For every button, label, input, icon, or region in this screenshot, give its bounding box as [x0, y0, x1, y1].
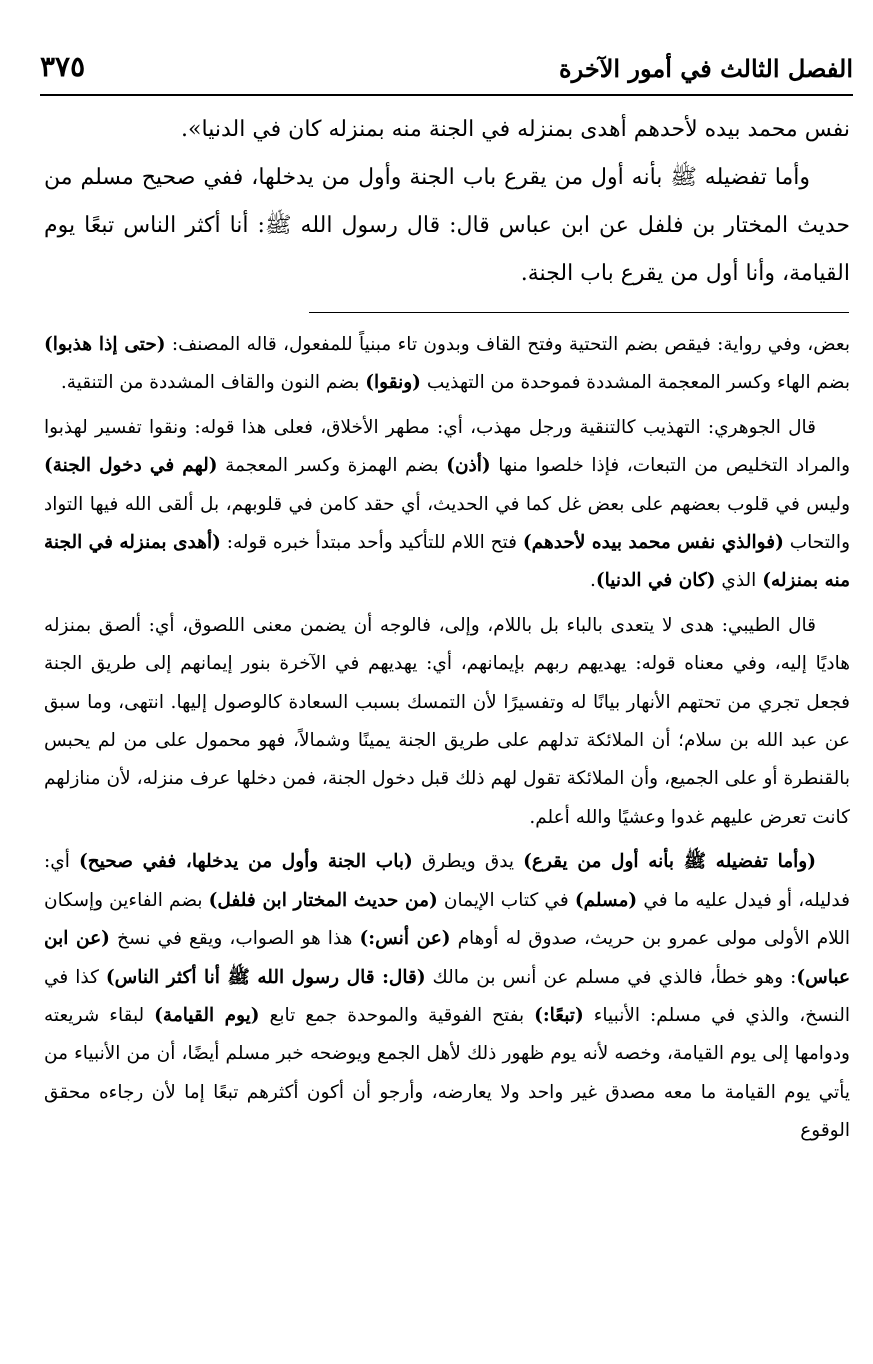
commentary-paragraph	[44, 326, 850, 403]
commentary-text: لبقاء شريعته ودوامها إلى يوم القيامة، وخصه لأنه يوم ظهور ذلك لأهل الجمع ويوضحه خبر مسلم أيضًا، أن من الأنبياء من يأتي يوم القيامة ما معه مصدق غير واحد ولا يعارضه، وأرجو أن أكون أكثرهم تبعًا إما لأن رجاءه محقق الوقوع	[44, 1004, 850, 1142]
main-text	[44, 106, 850, 298]
page-number: ٣٧٥	[40, 50, 86, 83]
commentary-paragraph	[44, 409, 850, 601]
commentary-text: بضم الهمزة وكسر المعجمة	[217, 455, 447, 477]
commentary	[44, 326, 850, 1157]
commentary-text: في كتاب الإيمان	[437, 889, 575, 911]
quoted-phrase: (كان في الدنيا)	[595, 570, 716, 592]
commentary-text: الذي	[715, 570, 763, 592]
commentary-paragraph: قال الطيبي: هدى لا يتعدى بالباء بل باللام، وإلى، فالوجه أن يضمن معنى اللصوق، أي: ألصق بمنزله هاديًا إليه، وفي معناه قوله: يهديهم ربهم بإيمانهم، أي: يهديهم في الآخرة بنور إيمانهم إلى طريق الجنة فجعل تجري من تحتهم الأنهار بيانًا له وتفسيرًا لأن التمسك بسبب السعادة كالوصول إليها. انتهى، وما سبق عن عبد الله بن سلام؛ أن الملائكة تدلهم على طريق الجنة يمينًا وشمالاً، فهو محمول على من لم يحبس بالقنطرة أو على الجميع، وأن الملائكة تقول لهم ذلك قبل دخول الجنة، فمن دخلها عرف منزله، لأن منازلهم كانت تعرض عليهم غدوا وعشيًا والله أعلم.	[44, 614, 850, 828]
commentary-text: بفتح الفوقية والموحدة جمع تابع	[259, 1004, 535, 1026]
commentary-text: أي: فدليله، أو فيدل عليه ما في	[44, 851, 850, 911]
quoted-phrase: (عن أنس:)	[359, 928, 451, 950]
quoted-phrase: (تبعًا:)	[534, 1004, 584, 1026]
quoted-phrase: (قال: قال رسول الله ﷺ أنا أكثر الناس)	[105, 966, 426, 988]
commentary-text: بضم الهاء وكسر المعجمة المشددة فموحدة من التهذيب	[420, 372, 850, 394]
quoted-phrase: (ونقوا)	[365, 372, 421, 394]
commentary-text: فتح اللام للتأكيد وأحد مبتدأ خبره قوله:	[220, 532, 523, 554]
commentary-text: قال الجوهري: التهذيب كالتنقية ورجل مهذب، أي: مطهر الأخلاق، فعلى هذا قوله: ونقوا تفسير لهذبوا والمراد التخليص من التبعات، فإذا خلصوا منها	[44, 416, 851, 477]
quoted-phrase: (أذن)	[446, 455, 491, 477]
footnote-separator	[309, 312, 849, 313]
quoted-phrase: (فوالذي نفس محمد بيده لأحدهم)	[522, 532, 784, 554]
running-title: الفصل الثالث في أمور الآخرة	[559, 54, 853, 83]
commentary-text: بعض، وفي رواية: فيقص بضم التحتية وفتح القاف وبدون تاء مبنياً للمفعول، قاله المصنف:	[165, 334, 850, 355]
commentary-text: كذا في النسخ، والذي في مسلم: الأنبياء	[44, 966, 850, 1026]
quoted-phrase: (يوم القيامة)	[154, 1004, 260, 1026]
commentary-text: وليس في قلوب بعضهم على بعض غل كما في الحديث، أي حقد كامن في قلوبهم، بل ألقى الله فيها التواد والتحاب	[44, 493, 851, 554]
quoted-phrase: (لهم في دخول الجنة)	[44, 455, 218, 477]
quoted-phrase: (عن ابن عباس)	[44, 928, 850, 988]
main-paragraph: وأما تفضيله ﷺ بأنه أول من يقرع باب الجنة وأول من يدخلها، ففي صحيح مسلم من حديث المختار بن فلفل عن ابن عباس قال: قال رسول الله ﷺ: أنا أكثر الناس تبعًا يوم القيامة، وأنا أول من يقرع باب الجنة.	[44, 165, 850, 286]
commentary-text: .	[590, 570, 596, 592]
header-rule	[40, 94, 853, 96]
quoted-phrase: (مسلم)	[574, 889, 638, 911]
quoted-phrase: (حتى إذا هذبوا)	[44, 334, 166, 355]
commentary-text: : وهو خطأ، فالذي في مسلم عن أنس بن مالك	[425, 966, 797, 988]
quoted-phrase: (باب الجنة وأول من يدخلها، ففي صحيح)	[78, 851, 413, 873]
quoted-phrase: (وأما تفضيله ﷺ بأنه أول من يقرع)	[523, 851, 816, 873]
quoted-phrase: (من حديث المختار ابن فلفل)	[208, 889, 438, 911]
quoted-phrase: (أهدى بمنزله في الجنة منه بمنزله)	[44, 532, 850, 592]
commentary-text: بضم النون والقاف المشددة من التنقية.	[60, 372, 366, 394]
commentary-text: يدق ويطرق	[412, 851, 524, 873]
page-header	[40, 48, 853, 90]
commentary-text: هذا هو الصواب، ويقع في نسخ	[109, 928, 360, 950]
commentary-paragraph	[44, 843, 850, 1150]
main-paragraph: نفس محمد بيده لأحدهم أهدى بمنزله في الجنة منه بمنزله كان في الدنيا».	[181, 117, 850, 142]
commentary-text: بضم الفاءين وإسكان اللام الأولى مولى عمرو بن حريث، صدوق له أوهام	[44, 889, 851, 950]
